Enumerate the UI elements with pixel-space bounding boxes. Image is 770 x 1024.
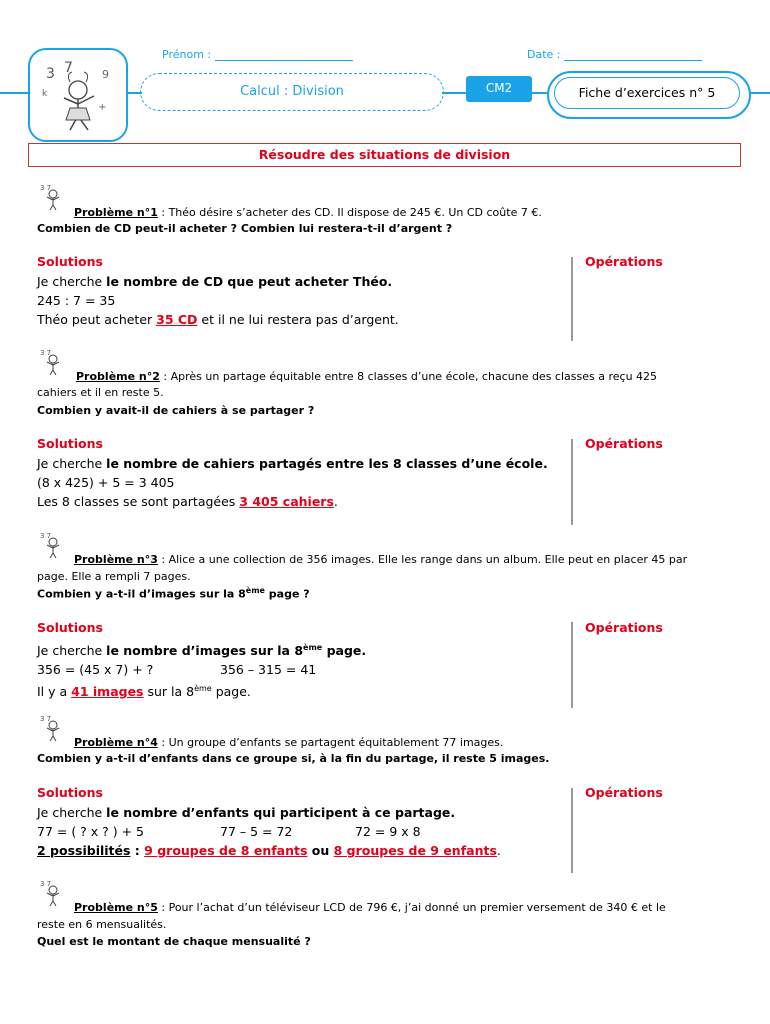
calc-1: 77 = ( ? x ? ) + 5 xyxy=(37,824,145,839)
kid-math-icon xyxy=(38,877,68,907)
or-text: ou xyxy=(307,843,334,858)
answer-line xyxy=(37,310,399,329)
problem-1-solution xyxy=(37,272,399,329)
problem-2-icon xyxy=(38,346,68,380)
solutions-label-4 xyxy=(37,785,103,800)
date-label: Date : xyxy=(527,48,561,61)
problem-3-text-2: page. Elle a rempli 7 pages. xyxy=(37,570,191,583)
answer-pre: Il y a xyxy=(37,684,72,700)
child-numbers-icon xyxy=(30,50,126,140)
operations-text: Opérations xyxy=(585,785,663,800)
problem-2-label: Problème n°2 xyxy=(76,370,160,383)
kid-math-icon xyxy=(38,181,68,211)
cherche-text: Je cherche xyxy=(37,643,103,659)
calc-1: 356 = (45 x 7) + ? xyxy=(37,662,154,678)
svg-text:3 7: 3 7 xyxy=(40,532,52,540)
problem-5-question-text: Quel est le montant de chaque mensualité ? xyxy=(37,935,311,948)
kid-math-icon xyxy=(38,529,68,559)
calc-2: 356 – 315 = 41 xyxy=(220,662,317,678)
problem-3-statement xyxy=(74,552,744,568)
superscript: ème xyxy=(245,586,265,595)
solutions-text: Solutions xyxy=(37,436,103,451)
superscript: ème xyxy=(303,643,323,652)
problem-3-question-post: page ? xyxy=(264,587,310,601)
cherche-text: Je cherche xyxy=(37,274,103,289)
prenom-field[interactable] xyxy=(162,48,353,61)
problem-2-question xyxy=(37,404,314,417)
subject-box xyxy=(140,73,444,111)
problem-2-statement xyxy=(76,369,744,385)
problem-1-icon xyxy=(38,181,68,215)
goal-text: le nombre de CD que peut acheter Théo. xyxy=(106,274,393,289)
calc-line xyxy=(37,822,557,841)
answer-highlight: 35 CD xyxy=(156,312,198,327)
svg-text:k: k xyxy=(42,89,48,99)
operations-text: Opérations xyxy=(585,620,663,635)
sheet-badge xyxy=(554,77,740,109)
calc-2: 77 – 5 = 72 xyxy=(220,824,293,839)
problem-1-question-text: Combien de CD peut-il acheter ? Combien lui restera-t-il d’argent ? xyxy=(37,222,453,235)
answer-option-2: 8 groupes de 9 enfants xyxy=(333,843,497,858)
operations-label-4 xyxy=(585,785,663,800)
colon: : xyxy=(130,843,145,858)
svg-text:3 7: 3 7 xyxy=(40,880,52,888)
svg-text:7: 7 xyxy=(64,60,73,76)
divider-4 xyxy=(571,788,573,873)
kid-math-icon xyxy=(38,712,68,742)
solutions-label-3 xyxy=(37,620,103,635)
operations-text: Opérations xyxy=(585,254,663,269)
problem-3-solution xyxy=(37,638,557,701)
operations-label-1 xyxy=(585,254,663,269)
problem-1-statement xyxy=(74,205,744,221)
problem-4-question-text: Combien y a-t-il d’enfants dans ce groupe si, à la fin du partage, il reste 5 images. xyxy=(37,752,550,765)
subject-title: Calcul : Division xyxy=(240,84,344,99)
goal-text: le nombre d’enfants qui participent à ce partage. xyxy=(106,805,456,820)
problem-5-statement xyxy=(74,900,744,916)
level-badge xyxy=(466,76,532,102)
problem-5-icon xyxy=(38,877,68,911)
answer-highlight: 3 405 cahiers xyxy=(239,494,334,509)
svg-text:+: + xyxy=(98,102,107,113)
answer-post: . xyxy=(333,494,338,509)
calc-line: (8 x 425) + 5 = 3 405 xyxy=(37,475,175,490)
operations-label-2 xyxy=(585,436,663,451)
logo xyxy=(28,48,128,142)
problem-2-question-text: Combien y avait-il de cahiers à se partager ? xyxy=(37,404,315,417)
problem-4-icon xyxy=(38,712,68,746)
possibilities-label: 2 possibilités xyxy=(37,843,131,858)
problem-3-question-pre: Combien y a-t-il d’images sur la 8 xyxy=(37,587,246,601)
svg-text:3 7: 3 7 xyxy=(40,349,52,357)
problem-1-question xyxy=(37,222,452,235)
operations-text: Opérations xyxy=(585,436,663,451)
answer-post: sur la 8 xyxy=(143,684,195,700)
problem-3-statement-2 xyxy=(37,569,191,585)
problem-4-statement xyxy=(74,735,744,751)
solutions-text: Solutions xyxy=(37,254,103,269)
page-title-text: Résoudre des situations de division xyxy=(258,147,511,162)
problem-5-text: : Pour l’achat d’un téléviseur LCD de 796 €, j’ai donné un premier versement de 340 € et le xyxy=(157,901,666,914)
problem-1-label: Problème n°1 xyxy=(74,206,158,219)
level-label: CM2 xyxy=(485,81,513,95)
svg-text:3 7: 3 7 xyxy=(40,184,52,192)
goal-text: le nombre d’images sur la 8 xyxy=(106,643,304,659)
problem-2-text: : Après un partage équitable entre 8 classes d’une école, chacune des classes a reçu 425 xyxy=(159,370,658,383)
problem-2-solution xyxy=(37,454,548,511)
solutions-text: Solutions xyxy=(37,785,103,800)
answer-pre: Théo peut acheter xyxy=(37,312,157,327)
calc-line: 245 : 7 = 35 xyxy=(37,293,116,308)
divider-1 xyxy=(571,257,573,341)
header-line-left xyxy=(0,92,30,94)
svg-text:9: 9 xyxy=(102,68,109,81)
answer-option-1: 9 groupes de 8 enfants xyxy=(144,843,308,858)
problem-3-icon xyxy=(38,529,68,563)
calc-3: 72 = 9 x 8 xyxy=(355,824,421,839)
period: . xyxy=(496,843,501,858)
problem-5-statement-2 xyxy=(37,917,166,933)
goal-line xyxy=(37,272,399,291)
date-line xyxy=(564,49,702,61)
solutions-text: Solutions xyxy=(37,620,103,635)
problem-5-question xyxy=(37,935,311,948)
cherche-text: Je cherche xyxy=(37,805,103,820)
problem-2-statement-2 xyxy=(37,385,164,401)
answer-line xyxy=(37,679,557,701)
kid-math-icon xyxy=(38,346,68,376)
problem-3-text: : Alice a une collection de 356 images. Elle les range dans un album. Elle peut en placer 45 par xyxy=(157,553,688,566)
operations-label-3 xyxy=(585,620,663,635)
superscript: ème xyxy=(194,684,212,694)
problem-3-question xyxy=(37,586,310,601)
page-title xyxy=(28,143,741,167)
answer-line xyxy=(37,492,548,511)
solutions-label-1 xyxy=(37,254,103,269)
svg-text:3 7: 3 7 xyxy=(40,715,52,723)
divider-3 xyxy=(571,622,573,708)
goal-text: le nombre de cahiers partagés entre les 8 classes d’une école. xyxy=(106,456,548,471)
problem-5-text-2: reste en 6 mensualités. xyxy=(37,918,167,931)
problem-4-label: Problème n°4 xyxy=(74,736,158,749)
solutions-label-2 xyxy=(37,436,103,451)
svg-text:3: 3 xyxy=(46,66,55,82)
problem-4-solution xyxy=(37,803,557,860)
answer-pre: Les 8 classes se sont partagées xyxy=(37,494,240,509)
date-field[interactable] xyxy=(527,48,702,61)
problem-4-question xyxy=(37,752,549,765)
divider-2 xyxy=(571,439,573,525)
cherche-text: Je cherche xyxy=(37,456,103,471)
goal-text-post: page. xyxy=(322,643,367,659)
problem-5-label: Problème n°5 xyxy=(74,901,158,914)
problem-1-text: : Théo désire s’acheter des CD. Il dispose de 245 €. Un CD coûte 7 €. xyxy=(157,206,542,219)
goal-line xyxy=(37,454,548,473)
answer-post-2: page. xyxy=(211,684,251,700)
calc-line xyxy=(37,660,557,679)
answer-line xyxy=(37,841,557,860)
answer-highlight: 41 images xyxy=(71,684,144,700)
answer-post: et il ne lui restera pas d’argent. xyxy=(197,312,399,327)
sheet-label: Fiche d’exercices n° 5 xyxy=(578,85,716,100)
problem-4-text: : Un groupe d’enfants se partagent équitablement 77 images. xyxy=(157,736,504,749)
prenom-line xyxy=(215,49,353,61)
goal-line xyxy=(37,638,557,660)
goal-line xyxy=(37,803,557,822)
problem-3-label: Problème n°3 xyxy=(74,553,158,566)
prenom-label: Prénom : xyxy=(162,48,212,61)
problem-2-text-2: cahiers et il en reste 5. xyxy=(37,386,164,399)
